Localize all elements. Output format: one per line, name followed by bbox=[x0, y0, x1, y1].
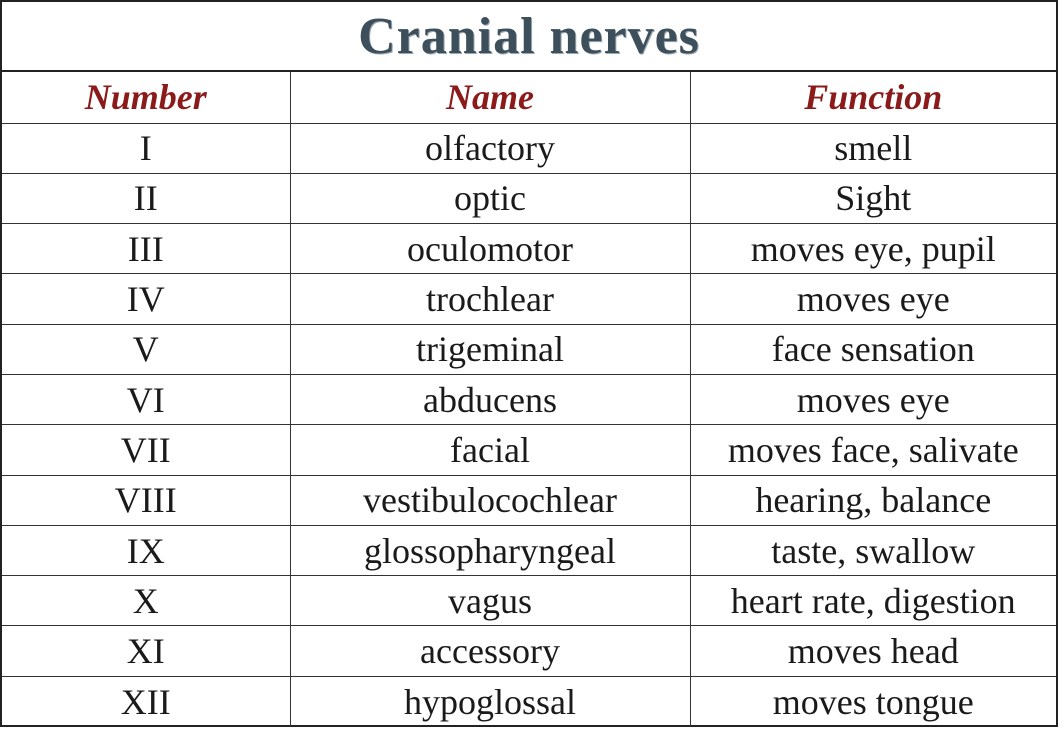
cell-number: IV bbox=[2, 274, 290, 324]
table-row bbox=[2, 324, 1056, 374]
cell-name: abducens bbox=[290, 374, 690, 424]
cell-function: Sight bbox=[690, 173, 1056, 223]
page-title: Cranial nerves bbox=[2, 2, 1056, 72]
table-row bbox=[2, 576, 1056, 626]
cell-function: moves head bbox=[690, 626, 1056, 676]
cell-name: accessory bbox=[290, 626, 690, 676]
cell-name: facial bbox=[290, 425, 690, 475]
cell-number: II bbox=[2, 173, 290, 223]
cell-function: smell bbox=[690, 123, 1056, 173]
cranial-nerves-table bbox=[2, 72, 1056, 727]
cell-function: moves tongue bbox=[690, 676, 1056, 726]
cell-name: trigeminal bbox=[290, 324, 690, 374]
cell-name: trochlear bbox=[290, 274, 690, 324]
header-number: Number bbox=[2, 72, 290, 123]
cell-name: oculomotor bbox=[290, 224, 690, 274]
table-row bbox=[2, 475, 1056, 525]
cell-function: moves face, salivate bbox=[690, 425, 1056, 475]
cell-number: III bbox=[2, 224, 290, 274]
cell-function: heart rate, digestion bbox=[690, 576, 1056, 626]
table-row bbox=[2, 274, 1056, 324]
cell-number: VI bbox=[2, 374, 290, 424]
header-function: Function bbox=[690, 72, 1056, 123]
cell-function: taste, swallow bbox=[690, 525, 1056, 575]
cell-function: hearing, balance bbox=[690, 475, 1056, 525]
cell-number: X bbox=[2, 576, 290, 626]
cell-name: vagus bbox=[290, 576, 690, 626]
cell-number: XI bbox=[2, 626, 290, 676]
cell-name: optic bbox=[290, 173, 690, 223]
cell-name: vestibulocochlear bbox=[290, 475, 690, 525]
cell-number: VII bbox=[2, 425, 290, 475]
table-body bbox=[2, 123, 1056, 727]
cell-number: IX bbox=[2, 525, 290, 575]
table-row bbox=[2, 123, 1056, 173]
cell-name: hypoglossal bbox=[290, 676, 690, 726]
table-row bbox=[2, 425, 1056, 475]
cell-function: face sensation bbox=[690, 324, 1056, 374]
table-row bbox=[2, 224, 1056, 274]
cell-function: moves eye bbox=[690, 274, 1056, 324]
cell-name: olfactory bbox=[290, 123, 690, 173]
table-row bbox=[2, 676, 1056, 726]
cell-number: VIII bbox=[2, 475, 290, 525]
cell-number: V bbox=[2, 324, 290, 374]
header-name: Name bbox=[290, 72, 690, 123]
table-row bbox=[2, 173, 1056, 223]
table-header-row bbox=[2, 72, 1056, 123]
cell-number: XII bbox=[2, 676, 290, 726]
cell-function: moves eye bbox=[690, 374, 1056, 424]
cell-function: moves eye, pupil bbox=[690, 224, 1056, 274]
cell-name: glossopharyngeal bbox=[290, 525, 690, 575]
cell-number: I bbox=[2, 123, 290, 173]
table-row bbox=[2, 626, 1056, 676]
table-row bbox=[2, 525, 1056, 575]
table-row bbox=[2, 374, 1056, 424]
